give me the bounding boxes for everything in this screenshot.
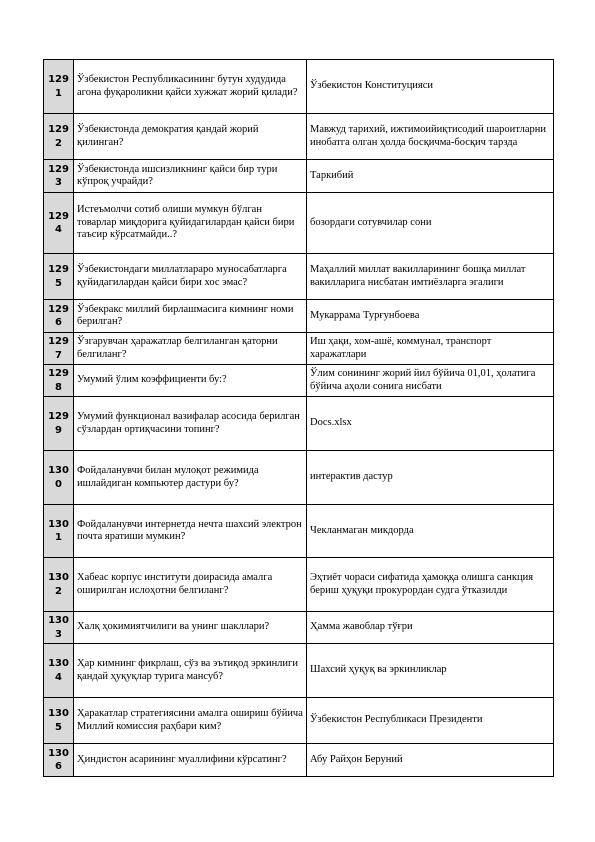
answer-cell: интерактив дастур: [307, 451, 554, 505]
row-number: 1297: [44, 333, 74, 365]
question-cell: Ҳар кимнинг фикрлаш, сўз ва эътиқод эркинлиги қандай ҳуқуқлар турига мансуб?: [74, 644, 307, 698]
table-row: [44, 698, 554, 744]
table-row: [44, 451, 554, 505]
answer-cell: Мавжуд тарихий, ижтимоийиқтисодий шароитларни инобатга олган ҳолда босқичма-босқич тарзда: [307, 114, 554, 160]
answer-cell: Ҳамма жавоблар тўғри: [307, 612, 554, 644]
table-row: [44, 644, 554, 698]
row-number: 1303: [44, 612, 74, 644]
table-row: [44, 612, 554, 644]
question-cell: Фойдаланувчи билан мулоқот режимида ишлайдиган компьютер дастури бу?: [74, 451, 307, 505]
row-number: 1305: [44, 698, 74, 744]
answer-cell: Ўлим сонининг жорий йил бўйича 01,01, ҳолатига бўйича аҳоли сонига нисбати: [307, 365, 554, 397]
question-cell: Ўзбекистонда ишсизликнинг қайси бир тури кўпроқ учрайди?: [74, 160, 307, 193]
table-row: [44, 60, 554, 114]
table-row: [44, 254, 554, 300]
row-number: 1301: [44, 505, 74, 558]
answer-cell: бозордаги сотувчилар сони: [307, 193, 554, 254]
question-cell: Хабеас корпус институти доирасида амалга оширилган ислоҳотни белгиланг?: [74, 558, 307, 612]
row-number: 1294: [44, 193, 74, 254]
row-number: 1293: [44, 160, 74, 193]
question-cell: Ўзбекистондаги миллатлараро муносабатларга қуйидагилардан қайси бири хос эмас?: [74, 254, 307, 300]
table-row: [44, 114, 554, 160]
row-number: 1296: [44, 300, 74, 333]
question-answer-table: [43, 59, 554, 777]
row-number: 1291: [44, 60, 74, 114]
table-row: [44, 365, 554, 397]
question-cell: Ўзбекракс миллий бирлашмасига кимнинг номи берилган?: [74, 300, 307, 333]
answer-cell: Иш ҳақи, хом-ашё, коммунал, транспорт харажатлари: [307, 333, 554, 365]
answer-cell: Ўзбекистон Конституцияси: [307, 60, 554, 114]
answer-cell: Шахсий ҳуқуқ ва эркинликлар: [307, 644, 554, 698]
question-cell: Халқ ҳокимиятчилиги ва унинг шакллари?: [74, 612, 307, 644]
question-cell: Умумий ўлим коэффициенти бу:?: [74, 365, 307, 397]
row-number: 1295: [44, 254, 74, 300]
answer-cell: Маҳаллий миллат вакилларининг бошқа миллат вакилларига нисбатан имтиёзларга эгалиги: [307, 254, 554, 300]
row-number: 1306: [44, 744, 74, 777]
table-row: [44, 397, 554, 451]
row-number: 1302: [44, 558, 74, 612]
table-row: [44, 333, 554, 365]
table-row: [44, 193, 554, 254]
table-row: [44, 744, 554, 777]
table-row: [44, 300, 554, 333]
question-cell: Умумий функционал вазифалар асосида берилган сўзлардан ортиқчасини топинг?: [74, 397, 307, 451]
answer-cell: Чекланмаган микдорда: [307, 505, 554, 558]
answer-cell: Эҳтиёт чораси сифатида ҳамоққа олишга санкция бериш ҳуқуқи прокурордан судга ўтказилди: [307, 558, 554, 612]
question-cell: Ўзбекистон Республикасининг бутун худудида агона фуқароликни қайси хужжат жорий қилади?: [74, 60, 307, 114]
row-number: 1304: [44, 644, 74, 698]
table-row: [44, 558, 554, 612]
table-row: [44, 160, 554, 193]
question-cell: Ўзгарувчан ҳаражатлар белгиланган қаторни белгиланг?: [74, 333, 307, 365]
row-number: 1300: [44, 451, 74, 505]
answer-cell: Ўзбекистон Республикаси Президенти: [307, 698, 554, 744]
answer-cell: Таркибий: [307, 160, 554, 193]
question-cell: Ўзбекистонда демократия қандай жорий қилинган?: [74, 114, 307, 160]
answer-cell: Абу Райҳон Беруний: [307, 744, 554, 777]
question-cell: Истеъмолчи сотиб олиши мумкун бўлган товарлар миқдорига қуйидагилардан қайси бири таъсир кўрсатмайди..?: [74, 193, 307, 254]
question-cell: Ҳаракатлар стратегиясини амалга ошириш бўйича Миллий комиссия раҳбари ким?: [74, 698, 307, 744]
table-body: [44, 60, 554, 777]
row-number: 1298: [44, 365, 74, 397]
question-cell: Фойдаланувчи интернетда нечта шахсий электрон почта яратиши мумкин?: [74, 505, 307, 558]
row-number: 1299: [44, 397, 74, 451]
row-number: 1292: [44, 114, 74, 160]
answer-cell: Мукаррама Турғунбоева: [307, 300, 554, 333]
answer-cell: Docs.xlsx: [307, 397, 554, 451]
table-row: [44, 505, 554, 558]
question-cell: Ҳиндистон асарининг муаллифини кўрсатинг?: [74, 744, 307, 777]
